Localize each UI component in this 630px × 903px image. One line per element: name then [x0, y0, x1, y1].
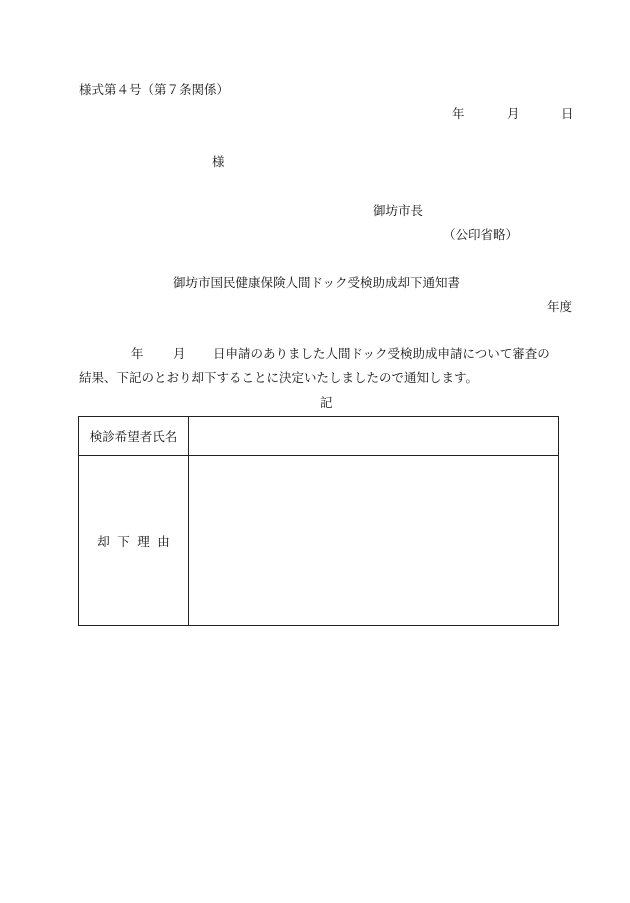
seal-note: （公印省略） — [443, 227, 519, 242]
intro-line-1 — [131, 342, 550, 366]
issue-date — [452, 108, 574, 121]
addressee-suffix: 様 — [212, 154, 225, 169]
rejection-reason-label: 却下理由 — [79, 456, 189, 626]
form-number: 様式第４号（第７条関係） — [79, 82, 230, 97]
record-table — [78, 416, 559, 626]
applicant-name-label: 検診希望者氏名 — [79, 417, 189, 456]
table-row — [79, 456, 559, 626]
intro-line-2: 結果、下記のとおり却下することに決定いたしましたので通知します。 — [79, 370, 479, 385]
issuer-name: 御坊市長 — [373, 203, 424, 218]
intro-line1-rest: 日申請のありました人間ドック受検助成申請について審査の — [213, 346, 550, 361]
applicant-name-field[interactable] — [189, 417, 559, 456]
ki-heading: 記 — [320, 395, 333, 410]
date-day: 日 — [561, 106, 574, 121]
document-title: 御坊市国民健康保険人間ドック受検助成却下通知書 — [173, 275, 461, 290]
rejection-reason-field[interactable] — [189, 456, 559, 626]
intro-month: 月 — [173, 346, 186, 361]
intro-year: 年 — [131, 346, 144, 361]
date-month: 月 — [507, 106, 520, 121]
date-year: 年 — [452, 106, 465, 121]
table-row — [79, 417, 559, 456]
fiscal-year: 年度 — [547, 299, 573, 314]
